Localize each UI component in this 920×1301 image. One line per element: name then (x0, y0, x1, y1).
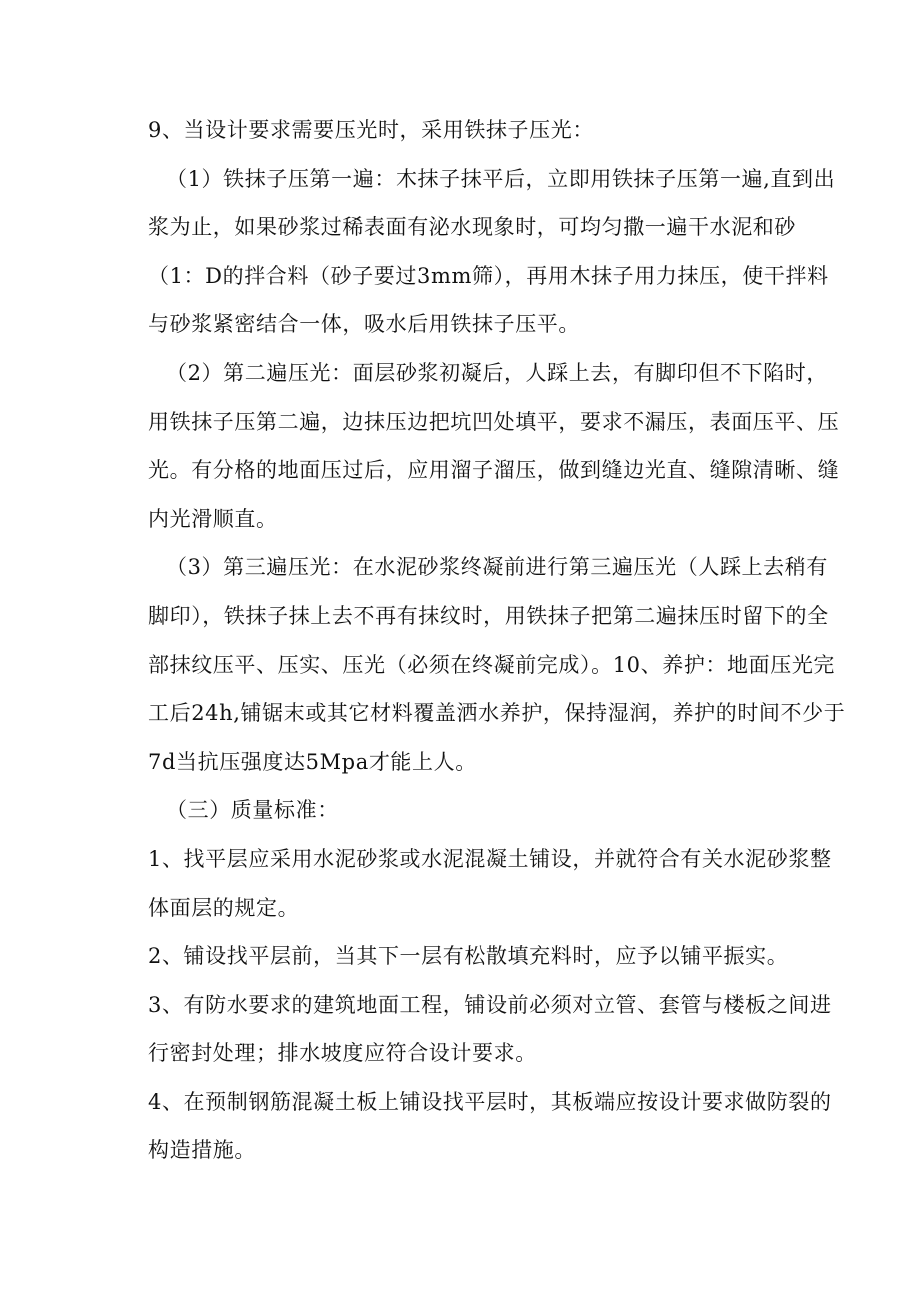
section-heading-quality-standards: （三）质量标准： (166, 798, 339, 823)
standard-item-2: 2、铺设找平层前，当其下一层有松散填充料时，应予以铺平振实。 (148, 944, 789, 969)
document-body (148, 106, 848, 1175)
standard-item-3: 3、有防水要求的建筑地面工程，铺设前必须对立管、套管与楼板之间进行密封处理；排水坡度应符合设计要求。 (148, 992, 832, 1066)
paragraph-step-9: 9、当设计要求需要压光时，采用铁抹子压光： (148, 118, 594, 142)
paragraph-third-pass: （3）第三遍压光：在水泥砂浆终凝前进行第三遍压光（人踩上去稍有脚印），铁抹子抹上去不再有抹纹时，用铁抹子把第二遍抹压时留下的全部抹纹压平、压实、压光（必须在终凝前完成）。10、养护：地面压光完工后24h,铺锯末或其它材料覆盖洒水养护，保持湿润，养护的时间不少于7d当抗压强度达5Mpa才能上人。 (148, 555, 846, 774)
standard-item-1: 1、找平层应采用水泥砂浆或水泥混凝土铺设，并就符合有关水泥砂浆整体面层的规定。 (148, 846, 832, 920)
paragraph-second-pass: （2）第二遍压光：面层砂浆初凝后，人踩上去，有脚印但不下陷时，用铁抹子压第二遍，边抹压边把坑凹处填平，要求不漏压，表面压平、压光。有分格的地面压过后，应用溜子溜压，做到缝边光直、缝隙清晰、缝内光滑顺直。 (148, 360, 840, 531)
paragraph-first-pass: （1）铁抹子压第一遍：木抹子抹平后，立即用铁抹子压第一遍,直到出浆为止，如果砂浆过稀表面有泌水现象时，可均匀撒一遍干水泥和砂（1：D的拌合料（砂子要过3mm筛），再用木抹子用力抹压，使干拌料与砂浆紧密结合一体，吸水后用铁抹子压平。 (148, 166, 836, 337)
standard-item-4: 4、在预制钢筋混凝土板上铺设找平层时，其板端应按设计要求做防裂的构造措施。 (148, 1089, 832, 1163)
